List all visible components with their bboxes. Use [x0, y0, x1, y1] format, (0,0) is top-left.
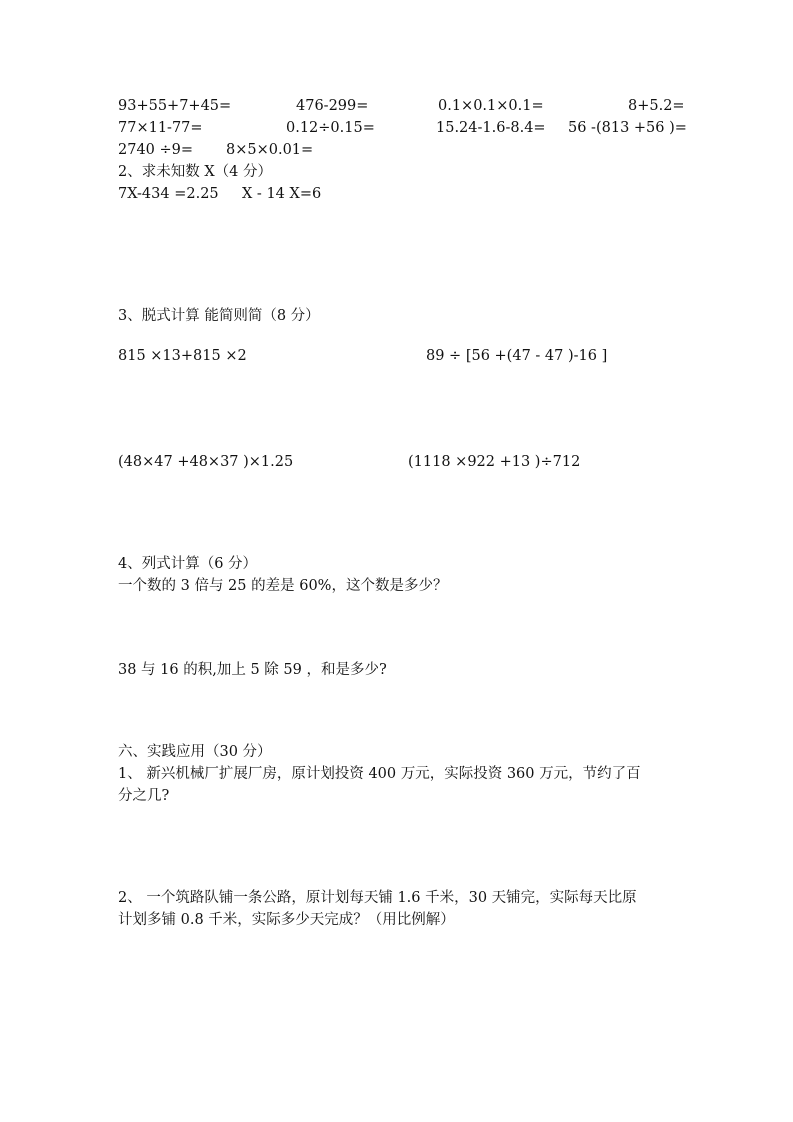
section-heading: 六、实践应用（30 分） [118, 744, 272, 760]
equation-item: 7X-434 =2.25 [118, 186, 219, 202]
oral-calc-item: 0.1×0.1×0.1= [438, 98, 544, 114]
word-problem: 38 与 16 的积,加上 5 除 59 ，和是多少? [118, 662, 387, 678]
application-problem-line: 1、 新兴机械厂扩展厂房，原计划投资 400 万元，实际投资 360 万元，节约了百 [118, 766, 641, 782]
application-problem-line: 分之几? [118, 788, 170, 804]
step-calc-item: (1118 ×922 +13 )÷712 [408, 454, 581, 470]
step-calc-item: (48×47 +48×37 )×1.25 [118, 454, 294, 470]
oral-calc-item: 8+5.2= [628, 98, 685, 114]
section-heading: 2、求未知数 X（4 分） [118, 164, 272, 180]
step-calc-item: 89 ÷ [56 +(47 - 47 )-16 ] [426, 348, 608, 364]
oral-calc-item: 2740 ÷9= [118, 142, 194, 158]
section-heading: 4、列式计算（6 分） [118, 556, 258, 572]
step-calc-item: 815 ×13+815 ×2 [118, 348, 247, 364]
oral-calc-item: 77×11-77= [118, 120, 203, 136]
oral-calc-item: 56 -(813 +56 )= [568, 120, 687, 136]
oral-calc-item: 93+55+7+45= [118, 98, 232, 114]
oral-calc-item: 476-299= [296, 98, 369, 114]
oral-calc-item: 8×5×0.01= [226, 142, 314, 158]
oral-calc-item: 0.12÷0.15= [286, 120, 375, 136]
oral-calc-item: 15.24-1.6-8.4= [436, 120, 546, 136]
word-problem: 一个数的 3 倍与 25 的差是 60%，这个数是多少？ [118, 578, 448, 594]
application-problem-line: 2、 一个筑路队铺一条公路，原计划每天铺 1.6 千米，30 天铺完，实际每天比原 [118, 890, 637, 906]
equation-item: X - 14 X=6 [242, 186, 322, 202]
application-problem-line: 计划多铺 0.8 千米，实际多少天完成？（用比例解） [118, 912, 455, 928]
section-heading: 3、脱式计算 能简则简（8 分） [118, 308, 320, 324]
